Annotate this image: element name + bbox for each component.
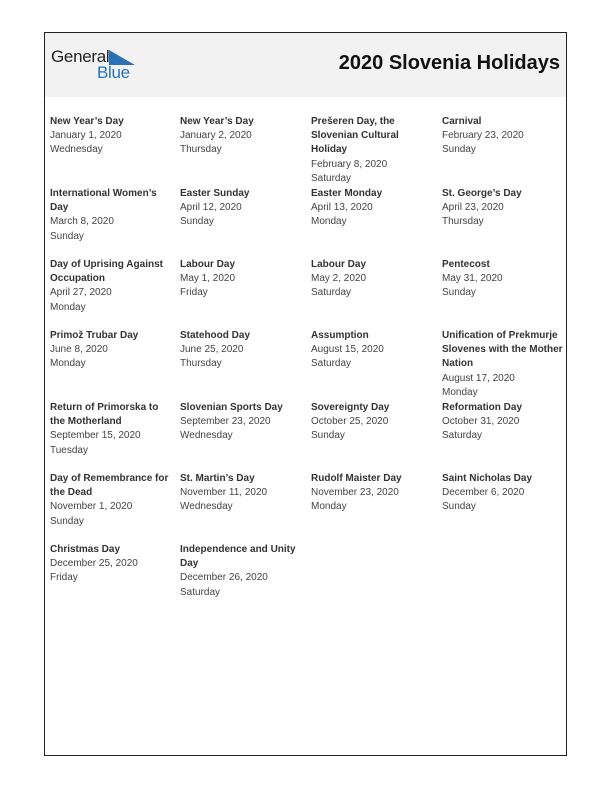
holiday-item	[50, 472, 172, 529]
logo-blue-text: Blue	[97, 63, 130, 82]
holiday-item	[180, 472, 302, 515]
holiday-item	[50, 115, 172, 158]
holiday-item	[442, 187, 564, 230]
holiday-name: Saint Nicholas Day	[442, 473, 533, 484]
holiday-name: Statehood Day	[180, 330, 251, 341]
holiday-name: Easter Sunday	[180, 188, 250, 199]
holiday-name: Day of Remembrance for the Dead	[50, 473, 169, 499]
holiday-item	[180, 115, 302, 158]
holiday-weekday: Monday	[442, 386, 478, 398]
holiday-name: New Year’s Day	[50, 116, 124, 127]
holiday-name: Day of Uprising Against Occupation	[50, 259, 163, 285]
header	[45, 33, 566, 97]
holiday-name: Reformation Day	[442, 402, 523, 413]
holiday-item	[311, 115, 433, 186]
holiday-weekday: Sunday	[180, 216, 214, 228]
generalblue-logo[interactable]	[51, 47, 141, 83]
holiday-date: April 23, 2020	[442, 202, 504, 214]
holiday-name: Independence and Unity Day	[180, 544, 296, 570]
holiday-name: Christmas Day	[50, 544, 121, 555]
holiday-item	[311, 258, 433, 301]
holiday-weekday: Monday	[311, 216, 347, 228]
holiday-date: February 23, 2020	[442, 130, 524, 142]
holiday-weekday: Thursday	[180, 144, 222, 156]
holiday-item	[50, 187, 172, 244]
holiday-weekday: Saturday	[311, 358, 352, 370]
holiday-weekday: Saturday	[311, 287, 352, 299]
holiday-name: St. George’s Day	[442, 188, 522, 199]
holiday-item	[311, 472, 433, 515]
holiday-item	[180, 329, 302, 372]
holiday-date: May 1, 2020	[180, 273, 236, 285]
holiday-date: May 31, 2020	[442, 273, 503, 285]
holiday-name: St. Martin’s Day	[180, 473, 255, 484]
holiday-weekday: Sunday	[50, 515, 84, 527]
holiday-item	[442, 472, 564, 515]
logo-general-text: General	[51, 47, 110, 66]
holiday-weekday: Friday	[180, 287, 208, 299]
holiday-date: December 25, 2020	[50, 558, 138, 570]
holiday-name: Labour Day	[180, 259, 236, 270]
holiday-date: April 13, 2020	[311, 202, 373, 214]
holiday-item	[50, 258, 172, 315]
holiday-name: Labour Day	[311, 259, 367, 270]
holiday-name: Primož Trubar Day	[50, 330, 139, 341]
holiday-weekday: Monday	[311, 501, 347, 513]
holiday-name: Prešeren Day, the Slovenian Cultural Holiday	[311, 116, 399, 156]
holiday-weekday: Thursday	[180, 358, 222, 370]
holiday-item	[50, 543, 172, 586]
holiday-item	[50, 401, 172, 458]
holiday-date: January 2, 2020	[180, 130, 252, 142]
holiday-weekday: Monday	[50, 301, 86, 313]
holiday-date: October 31, 2020	[442, 416, 520, 428]
holiday-date: August 15, 2020	[311, 344, 384, 356]
holiday-date: December 26, 2020	[180, 572, 268, 584]
holiday-item	[311, 187, 433, 230]
holiday-name: Return of Primorska to the Motherland	[50, 402, 159, 428]
holiday-name: Rudolf Maister Day	[311, 473, 402, 484]
holiday-date: November 23, 2020	[311, 487, 399, 499]
holiday-item	[442, 401, 564, 444]
holiday-date: June 8, 2020	[50, 344, 108, 356]
holiday-weekday: Sunday	[442, 287, 476, 299]
holiday-item	[442, 115, 564, 158]
holiday-item	[180, 401, 302, 444]
holiday-date: March 8, 2020	[50, 216, 114, 228]
holiday-weekday: Saturday	[180, 586, 221, 598]
holiday-date: January 1, 2020	[50, 130, 122, 142]
holiday-name: Unification of Prekmurje Slovenes with the Mother Nation	[442, 330, 563, 370]
holiday-date: June 25, 2020	[180, 344, 244, 356]
holiday-date: April 12, 2020	[180, 202, 242, 214]
holiday-name: Easter Monday	[311, 188, 383, 199]
holiday-name: Pentecost	[442, 259, 490, 270]
holiday-weekday: Sunday	[442, 501, 476, 513]
holiday-date: May 2, 2020	[311, 273, 367, 285]
holiday-weekday: Wednesday	[50, 144, 103, 156]
holiday-date: September 23, 2020	[180, 416, 271, 428]
holiday-item	[442, 329, 564, 400]
holiday-item	[180, 187, 302, 230]
page-title: 2020 Slovenia Holidays	[338, 52, 560, 74]
holiday-weekday: Wednesday	[180, 430, 233, 442]
holiday-item	[311, 329, 433, 372]
holiday-date: December 6, 2020	[442, 487, 525, 499]
holiday-date: August 17, 2020	[442, 372, 515, 384]
holiday-item	[50, 329, 172, 372]
holiday-item	[442, 258, 564, 301]
holiday-date: April 27, 2020	[50, 287, 112, 299]
holiday-weekday: Sunday	[442, 144, 476, 156]
holiday-name: Slovenian Sports Day	[180, 402, 283, 413]
holiday-weekday: Sunday	[311, 430, 345, 442]
holiday-name: International Women’s Day	[50, 188, 157, 214]
holiday-date: November 1, 2020	[50, 501, 133, 513]
holiday-weekday: Tuesday	[50, 444, 88, 456]
holiday-weekday: Wednesday	[180, 501, 233, 513]
holiday-weekday: Monday	[50, 358, 86, 370]
holiday-item	[180, 543, 302, 600]
holiday-item	[180, 258, 302, 301]
holiday-date: February 8, 2020	[311, 158, 388, 170]
holiday-weekday: Saturday	[442, 430, 483, 442]
holiday-weekday: Thursday	[442, 216, 484, 228]
page-frame	[44, 32, 567, 756]
holiday-name: New Year’s Day	[180, 116, 254, 127]
holiday-name: Sovereignty Day	[311, 402, 390, 413]
holiday-weekday: Sunday	[50, 230, 84, 242]
holiday-name: Carnival	[442, 116, 482, 127]
holiday-item	[311, 401, 433, 444]
holiday-weekday: Saturday	[311, 172, 352, 184]
holiday-name: Assumption	[311, 330, 369, 341]
holiday-date: September 15, 2020	[50, 430, 141, 442]
holiday-date: November 11, 2020	[180, 487, 268, 499]
holiday-date: October 25, 2020	[311, 416, 389, 428]
holiday-weekday: Friday	[50, 572, 78, 584]
